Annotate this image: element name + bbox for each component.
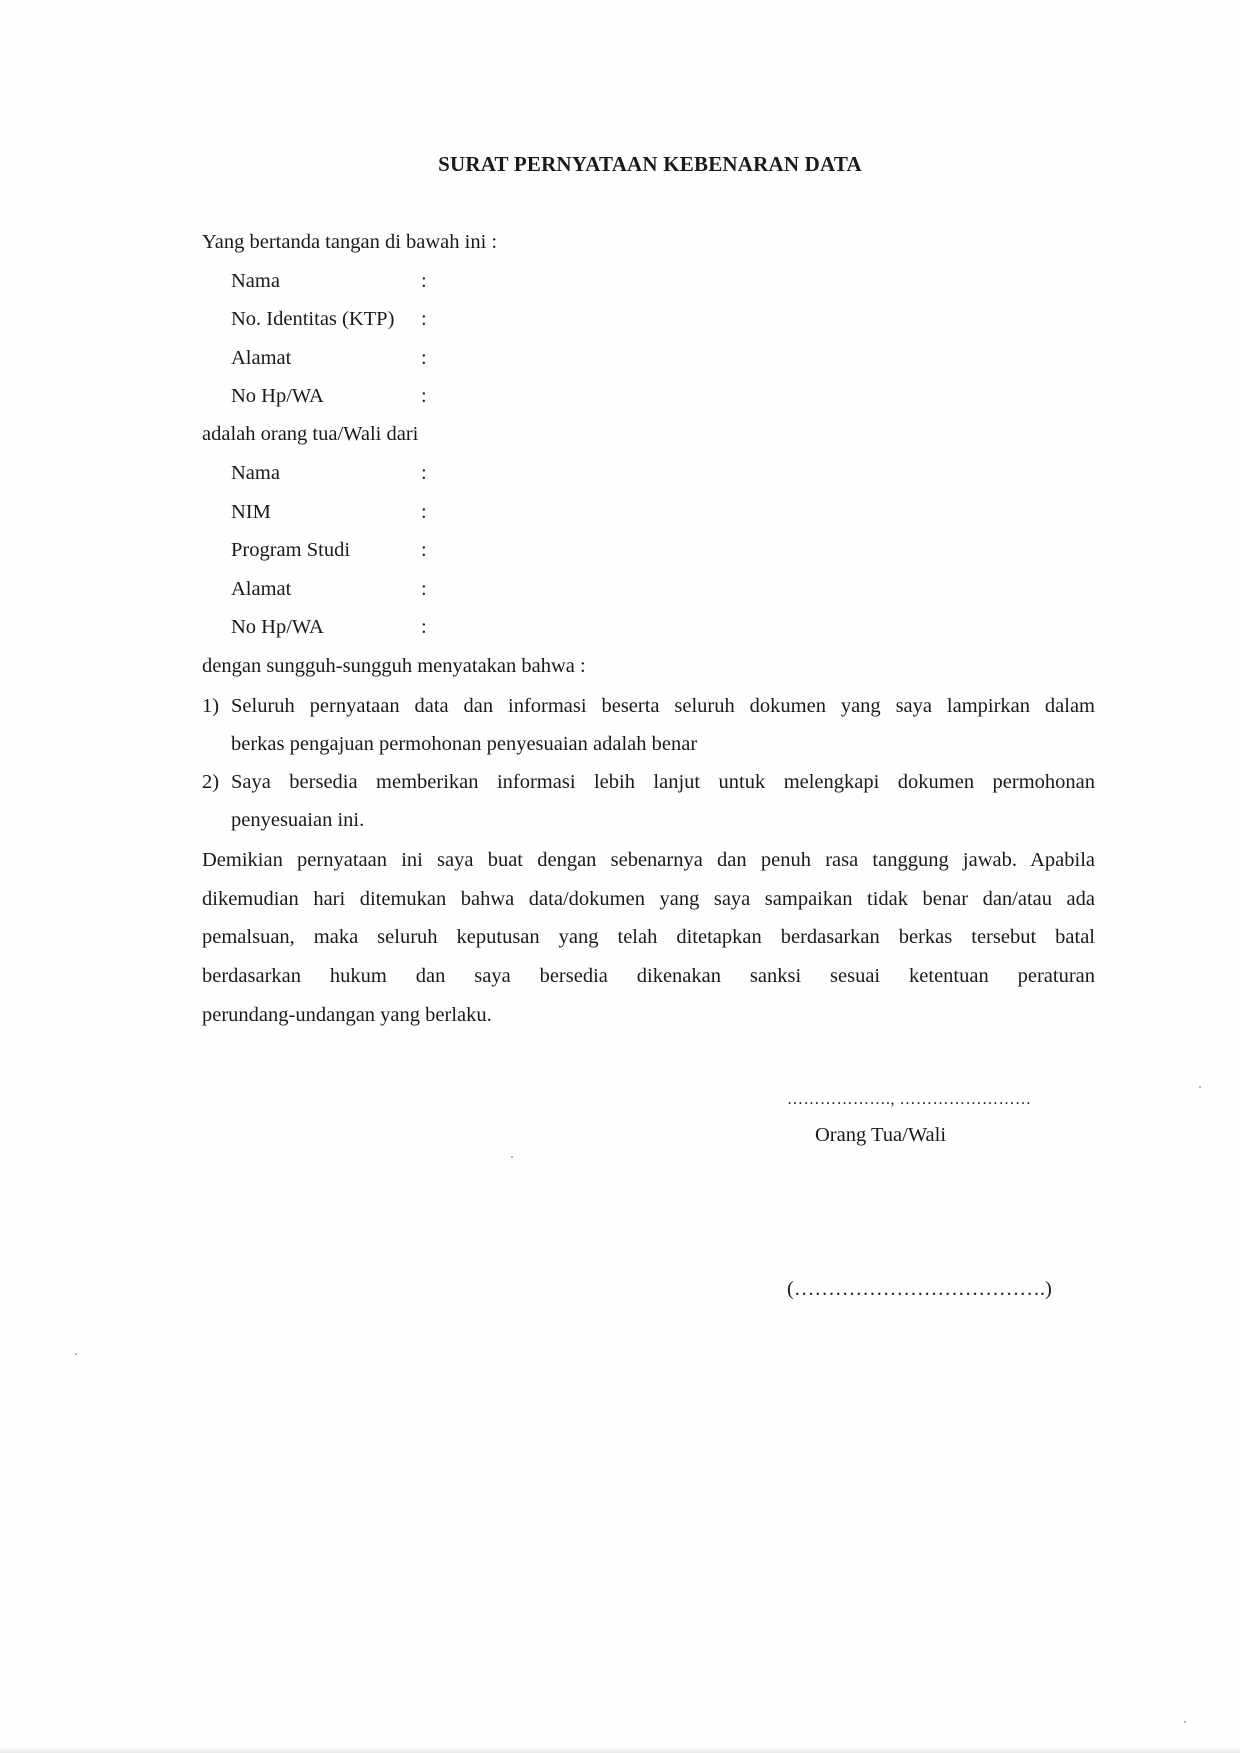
closing-line-4: berdasarkan hukum dan saya bersedia dikenakan sanksi sesuai ketentuan peraturan [202,965,1095,987]
closing-line-5: perundang-undangan yang berlaku. [202,1004,492,1026]
student-nim-label: NIM [231,501,271,523]
signature-name-placeholder: (……………………………….) [787,1278,1052,1300]
statement-2-line-2: penyesuaian ini. [231,809,365,831]
parent-phone-colon: : [421,385,427,407]
signature-place-date: ………………., …………………… [787,1091,1032,1108]
statement-intro: dengan sungguh-sungguh menyatakan bahwa : [202,655,586,677]
scan-bottom-edge [0,1747,1240,1753]
student-program-colon: : [421,539,427,561]
statement-1-number: 1) [202,695,220,717]
parent-address-colon: : [421,347,427,369]
parent-phone-label: No Hp/WA [231,385,324,407]
student-name-colon: : [421,462,427,484]
statement-2-number: 2) [202,771,220,793]
student-nim-colon: : [421,501,427,523]
parent-id-colon: : [421,308,427,330]
scan-speck [1199,1086,1201,1088]
scan-speck [75,1353,77,1355]
statement-1-line-2: berkas pengajuan permohonan penyesuaian adalah benar [231,733,698,755]
scan-speck [1184,1721,1186,1723]
statement-1-line-1: Seluruh pernyataan data dan informasi beserta seluruh dokumen yang saya lampirkan dalam [231,695,1095,717]
student-address-label: Alamat [231,578,292,600]
closing-line-1: Demikian pernyataan ini saya buat dengan sebenarnya dan penuh rasa tanggung jawab. Apabila [202,849,1095,871]
student-address-colon: : [421,578,427,600]
statement-2-line-1: Saya bersedia memberikan informasi lebih lanjut untuk melengkapi dokumen permohonan [231,771,1095,793]
parent-name-label: Nama [231,270,280,292]
student-phone-label: No Hp/WA [231,616,324,638]
intro-text: Yang bertanda tangan di bawah ini : [202,231,498,253]
parent-address-label: Alamat [231,347,292,369]
student-name-label: Nama [231,462,280,484]
student-phone-colon: : [421,616,427,638]
relation-text: adalah orang tua/Wali dari [202,423,419,445]
parent-name-colon: : [421,270,427,292]
document-title: SURAT PERNYATAAN KEBENARAN DATA [438,152,862,176]
closing-line-2: dikemudian hari ditemukan bahwa data/dokumen yang saya sampaikan tidak benar dan/atau ada [202,888,1095,910]
signature-role: Orang Tua/Wali [815,1124,947,1146]
closing-line-3: pemalsuan, maka seluruh keputusan yang telah ditetapkan berdasarkan berkas tersebut batal [202,926,1095,948]
scan-speck [511,1156,513,1158]
student-program-label: Program Studi [231,539,351,561]
parent-id-label: No. Identitas (KTP) [231,308,395,330]
